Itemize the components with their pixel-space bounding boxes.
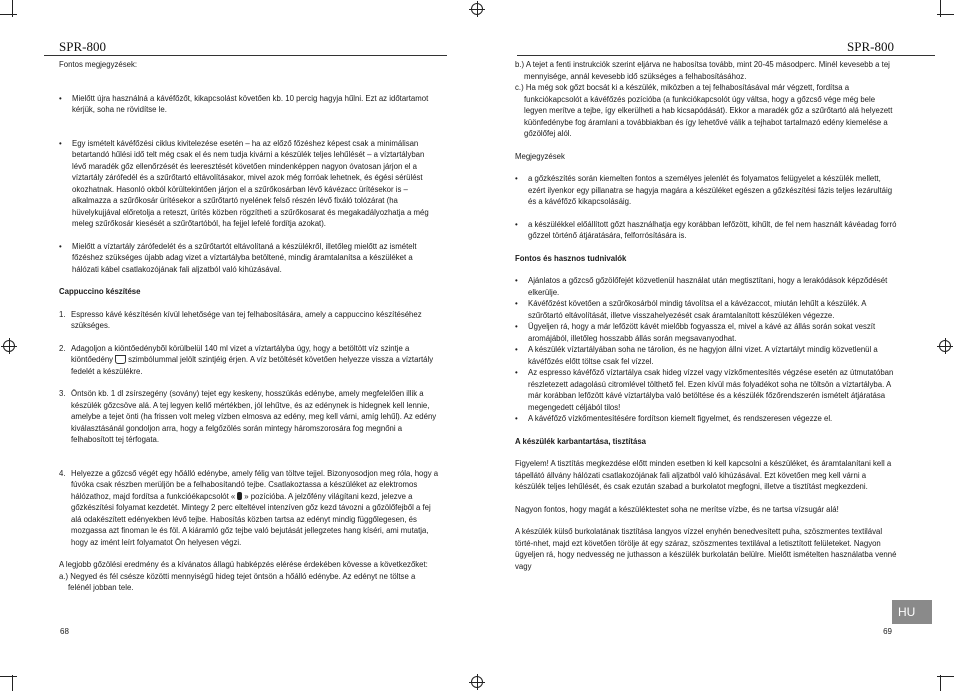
closing-text: A legjobb gőzölési eredmény és a kívánatos állagú habképzés elérése érdekében kövesse a következőket:	[59, 560, 428, 569]
list-item: • A készülék víztartályában soha ne tárolion, és ne hagyjon állni vizet. A víztartályt mindig közvetlenül a kávéfőzés előtt töltse csak fel vízzel.	[515, 344, 897, 367]
list-item: • Kávéfőzést követően a szűrőkosárból mindig távolítsa el a kávézaccot, miután lehűlt a készülék. A szűrőtartó eltávolítását, illetve visszahelyezését csak áramtalanított készüléken végezze.	[515, 298, 897, 321]
step-item: 4. Helyezze a gőzcső végét egy hőálló edénybe, amely félig van töltve tejjel. Bizonyosodjon meg róla, hogy a fúvóka csak részben merüljön be a felhabosítandó tejbe. Csatlakoztassa a készüléket az elektromos hálózathoz, majd fordítsa a funkcióékapcsolót « » pozícióba. A jelzőfény világítani kezd, jelezve a gőzkészítési folyamat kezdetét. Mintegy 2 perc elteltével intenzíven gőz kezd távozni a gőzölőfejből a fej alá odakészített edényekben lévő tejbe. Habosítás közben tartsa az edényt mindig függőlegesen, és mozgassa azt finoman le és föl. A kiáramló gőz tejbe való bejutását jellegzetes hang kíséri, ami mutatja, hogy az imént leírt folyamatot Ön helyesen végzi.	[59, 468, 439, 547]
list-item: • a gőzkészítés során kiemelten fontos a személyes jelenlét és folyamatos felügyelet a készülék mellett, ezért ilyenkor egy pillanatra se hagyja magára a készüléket egészen a gőzkészítési fázis teljes lezárultáig és a kávéfőző kikapcsolásáig.	[515, 173, 897, 208]
page-title: SPR-800	[847, 39, 894, 54]
right-content	[515, 59, 897, 572]
closing-item-a: a.) Negyed és fél csésze közötti mennyiségű hideg tejet öntsön a hőálló edénybe. Az edényt ne töltse a felénél jobban tele.	[59, 571, 416, 592]
list-item: • Egy ismételt kávéfőzési ciklus kivitelezése esetén – ha az előző főzéshez képest csak a minimálisan betartandó hűlési idő telt még csak el és nem tudja kivárni a készülék teljes lehűlését – a víztartályban lévő maradék gőz ellenőrzését és leeresztését követően mindenképpen nagyon óvatosan járjon el a víztartály zárófedél és a szűrőtartó eltávolításakor, mivel azok még forróak lehetnek, és égési sérülést okozhatnak. Hasonló okból körültekintően járjon el a szűrőkosárban lévő kávézacc ürítésekor is – alkalmazza a szűrőkosár ürítésekor a szűrőtartó nyelének felső részén lévő fixáló tolózárat (ha hüvelykujjával előretolja a reteszt, ürítés közben rögzítheti a szűrőkosarat és megakadályozhatja a még meleg szűrőkosár kiesését a szűrőtartóból, ha fejjel lefelé fordítja azokat).	[59, 138, 439, 230]
header-rule	[44, 55, 447, 56]
list-item: • Ajánlatos a gőzcső gőzölőfejét közvetlenül használat után megtisztítani, hogy a lerakódások képződését elkerülje.	[515, 275, 897, 298]
list-item: • Ügyeljen rá, hogy a már lefőzött kávét mielőbb fogyassza el, mivel a kávé az állás során sokat veszít aromájából, illetőleg hosszabb állás során megsavanyodhat.	[515, 321, 897, 344]
language-tab: HU	[892, 600, 932, 624]
intro-heading: Fontos megjegyzések:	[59, 60, 138, 69]
page-title: SPR-800	[59, 39, 106, 54]
step-item: 3. Öntsön kb. 1 dl zsírszegény (sovány) tejet egy keskeny, hosszúkás edénybe, amely megfelelően illik a készülék gőzcsöve alá. A tej legyen kellő mértékben, jól lehűtve, és az edénynek is hidegnek kell lennie, amelybe a tejet önti (ha frissen volt meleg vízben elmosva az edény, meg kell várni, amíg lehűl). Az edény kiválasztásánál gondoljon arra, hogy a felgőzölés során mintegy háromszorosára fog megnőni a felhabosított tej térfogata.	[59, 389, 437, 444]
paragraph: A készülék külső burkolatának tisztítása langyos vízzel enyhén benedvesített puha, szöszmentes textilával törté-nhet, majd ezt követően törölje át egy száraz, szöszmentes textilával a letisztított felületeket. Nagyon ügyeljen rá, hogy nedvesség ne juthasson a készülék burkolatán belülre. Mielőtt ismételten használatba venné vagy	[515, 527, 897, 571]
right-page	[477, 0, 954, 691]
page-number: 68	[60, 627, 69, 636]
list-item: • Mielőtt újra használná a kávéfőzőt, kikapcsolást követően kb. 10 percig hagyja hűlni. Ezt az időtartamot kérjük, soha ne rövidítse le.	[59, 93, 439, 116]
step-item: 1. Espresso kávé készítésén kívül lehetősége van tej felhabosítására, amely a cappuccino készítéséhez szükséges.	[59, 309, 422, 330]
section-heading-maintenance: A készülék karbantartása, tisztítása	[515, 436, 647, 446]
list-item: • Mielőtt a víztartály zárófedelét és a szűrőtartót eltávolítaná a készülékről, illetőleg mielőtt az ismételt főzéshez szükséges újabb adag vizet a víztartályba betöltené, mindig áramtalanítsa a készüléket a hálózati kábel csatlakozójának fali aljzatból való kihúzásával.	[59, 241, 439, 276]
section-heading-cappuccino: Cappuccino készítése	[59, 287, 141, 296]
header-rule	[517, 55, 935, 56]
left-content	[59, 59, 439, 594]
paragraph: Figyelem! A tisztítás megkezdése előtt minden esetben ki kell kapcsolni a készüléket, és áramtalanítani kell a tápellátó állvány hálózati csatlakozójának fali aljzatból való kihúzásával. Ezt követően meg kell várni a készülék teljes lehűlését, és csak ezután szabad a burkolatot megfogni, illetve a tisztítást megkezdeni.	[515, 459, 892, 491]
list-item: • Az espresso kávéfőző víztartálya csak hideg vízzel vagy vízkőmentesítés végzése esetén az útmutatóban részletezett adagolású citromlével tölthető fel. Ezen kívül más folyadékot soha ne töltsön a víztartályba. A már korábban lefőzött kávé víztartályba való betöltése és a készülék főzőrendszerén ismételt átjáratása megengedett céljából tilos!	[515, 367, 897, 413]
page-number: 69	[883, 627, 892, 636]
cup-level-icon	[115, 355, 126, 364]
steam-icon	[237, 492, 242, 500]
paragraph-c: c.) Ha még sok gőzt bocsát ki a készülék, miközben a tej felhabosításával már végzett, fordítsa a funkciókapcsolót a kávéfőzés pozícióba (a funkciókapcsolót úgy váltsa, hogy a gőzcső vége még bele legyen merítve a tejbe, így elkerülheti a hab kicsapódását). Ekkor a maradék gőz a szűrőtartó alá helyezett küönfedénybe fog áramlani a továbbiakban és így lehetővé válik a tejhabot tartalmazó edény kiemelése a gőzölőfej alól.	[515, 83, 893, 138]
notes-heading: Megjegyzések	[515, 151, 565, 161]
paragraph-b: b.) A tejet a fenti instrukciók szerint eljárva ne habosítsa tovább, mint 20-45 másodperc. Minél kevesebb a tej mennyisége, annál kevesebb idő szükséges a felhabosításához.	[515, 60, 890, 81]
list-item: • A kávéfőző vízkőmentesítésére fordítson kiemelt figyelmet, és rendszeresen végezze el.	[515, 413, 897, 425]
paragraph: Nagyon fontos, hogy magát a készüléktestet soha ne merítse vízbe, és ne tartsa vízsugár alá!	[515, 504, 839, 514]
section-heading-tips: Fontos és hasznos tudnivalók	[515, 253, 627, 263]
list-item: • a készülékkel előállított gőzt használhatja egy korábban lefőzött, kihűlt, de fel nem használt kávéadag forró gőzzel történő átjáratására, felforrósítására is.	[515, 219, 897, 242]
step-item: 2. Adagoljon a kiöntőedénybõl körülbelül 140 ml vizet a víztartályba úgy, hogy a betöltött víz szintje a kiöntőedény szimbólummal jelölt szintjéig érjen. A víz betöltését követően helyezze vissza a víztartály fedelét a készülékre.	[59, 343, 434, 376]
